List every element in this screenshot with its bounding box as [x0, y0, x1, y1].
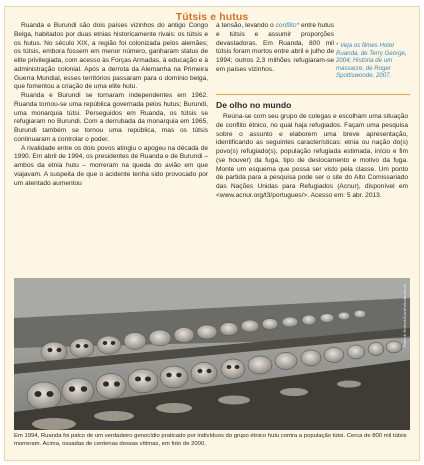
continued-text-column [216, 22, 334, 75]
section-paragraph: Reúna-se com seu grupo de colegas e escolham uma situação de conflito étnico, no qual haja refugiados. Façam uma pesquisa sobre o assunto e elaborem uma breve apresentação, identificando as seguintes características: etnia ou nação do(s) povo(s) refugiado(s), população refugiada estimada, início e fim (se houver) da fuga, tipo de deslocamento e motivo da fuga. Monte um esquema que possa ser visto pela classe. Um ponto de partida para a pesquisa pode ser o site do Alto Comissariado das Nações Unidas para Refugiados (Acnur), disponível em <www.acnur.org/t3/portugues/>. Acesso em: 5 abr. 2013. [216, 113, 408, 199]
paragraph: Ruanda e Burundi se tornaram independentes em 1962. Ruanda tornou-se uma república governada pelos hutus; Burundi, uma monarquia tútsi. Perseguidos em Ruanda, os tútsis se refugiaram no Burundi. Com a derrubada da monarquia em 1965, Burundi também se tornou uma república, mas os tútsis continuaram a controlar o poder. [14, 92, 208, 143]
section-heading: De olho no mundo [216, 100, 292, 110]
main-text-column [14, 22, 208, 188]
photo-caption: Em 1994, Ruanda foi palco de um verdadeiro genocídio praticado por indivíduos do grupo étnico hutu contra a população tútsi. Cerca de 800 mil tútsis morreram. Acima, ossadas de centenas dessas vítimas, em foto de 2000. [14, 433, 407, 447]
side-note-text: Veja os filmes Hotel Ruanda, de Terry George, 2004; História de um massacre, de Roger Spottiswoode, 2007. [336, 42, 407, 80]
section-divider [216, 94, 410, 95]
paragraph-start: a tensão, levando o [216, 22, 276, 29]
paragraph-end: entre hutus e tútsis e assumir proporções devastadoras. Em Ruanda, 800 mil tútsis foram mortos entre abril e julho de 1994; outros 2,3 milhões refugiaram-se em países vizinhos. [216, 22, 335, 73]
section-text-column [216, 113, 408, 201]
genocide-skulls-photo [14, 278, 410, 430]
paragraph: A rivalidade entre os dois povos atingiu o apogeu na década de 1990. Em abril de 1994, os presidentes de Ruanda e de Burundi – ambos da etnia hutu – morreram na queda do avião em que viajavam. A suspeita de que o acidente tenha sido provocado por um atentado aumentou [14, 144, 208, 187]
page-title: Tútsis e hutus [175, 11, 249, 23]
skulls-photo-illustration [14, 278, 410, 430]
asterisk-marker: * [336, 42, 339, 49]
conflict-reference-link: conflito* [275, 22, 300, 29]
photo-credit: Patrick Robert/Corbis/Latinstock [402, 284, 407, 348]
paragraph: Ruanda e Burundi são dois países vizinhos do antigo Congo Belga, habitados por duas etnias historicamente rivais: os tútsis e os hutus. No século XIX, a região foi colonizada pelos alemães; os tútsis, embora fossem em menor número, ganharam status de elite privilegiada, com acesso às Forças Armadas, à educação e à administração colonial. Após a derrota da Alemanha na Primeira Guerra Mundial, esses territórios passaram para o domínio belga, que fomentou a criação de uma elite hutu. [14, 22, 208, 91]
side-note [336, 42, 410, 80]
